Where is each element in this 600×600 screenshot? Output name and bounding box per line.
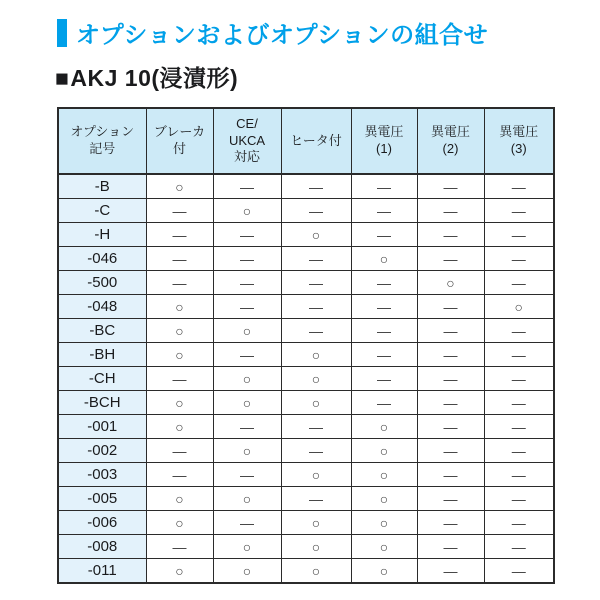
table-row [58,463,554,487]
not-applicable-mark: — [146,247,213,271]
applicable-mark: ○ [146,319,213,343]
not-applicable-mark: — [484,511,554,535]
option-code-cell: -005 [58,487,146,511]
applicable-mark: ○ [213,319,281,343]
not-applicable-mark: — [351,343,417,367]
not-applicable-mark: — [417,391,484,415]
not-applicable-mark: — [146,367,213,391]
model-heading [55,60,238,93]
not-applicable-mark: — [417,199,484,223]
not-applicable-mark: — [484,343,554,367]
applicable-mark: ○ [146,295,213,319]
not-applicable-mark: — [484,415,554,439]
applicable-mark: ○ [146,174,213,199]
not-applicable-mark: — [146,271,213,295]
not-applicable-mark: — [281,487,351,511]
col-header-voltage-1: 異電圧 (1) [351,108,417,174]
option-code-cell: -008 [58,535,146,559]
not-applicable-mark: — [417,415,484,439]
applicable-mark: ○ [351,415,417,439]
option-code-cell: -002 [58,439,146,463]
not-applicable-mark: — [417,343,484,367]
not-applicable-mark: — [484,439,554,463]
applicable-mark: ○ [351,511,417,535]
applicable-mark: ○ [281,463,351,487]
not-applicable-mark: — [484,174,554,199]
options-table [57,107,555,584]
not-applicable-mark: — [351,174,417,199]
option-code-cell: -CH [58,367,146,391]
applicable-mark: ○ [351,439,417,463]
table-row [58,487,554,511]
not-applicable-mark: — [484,391,554,415]
not-applicable-mark: — [213,415,281,439]
not-applicable-mark: — [213,295,281,319]
not-applicable-mark: — [484,559,554,584]
options-table-body [58,174,554,583]
not-applicable-mark: — [281,247,351,271]
option-code-cell: -046 [58,247,146,271]
applicable-mark: ○ [213,391,281,415]
applicable-mark: ○ [213,367,281,391]
applicable-mark: ○ [146,343,213,367]
applicable-mark: ○ [351,487,417,511]
not-applicable-mark: — [484,319,554,343]
table-row [58,247,554,271]
applicable-mark: ○ [146,415,213,439]
not-applicable-mark: — [417,439,484,463]
option-code-cell: -H [58,223,146,247]
col-header-voltage-2: 異電圧 (2) [417,108,484,174]
not-applicable-mark: — [213,174,281,199]
not-applicable-mark: — [213,271,281,295]
not-applicable-mark: — [417,295,484,319]
not-applicable-mark: — [484,535,554,559]
applicable-mark: ○ [281,343,351,367]
not-applicable-mark: — [417,559,484,584]
not-applicable-mark: — [146,223,213,247]
not-applicable-mark: — [417,367,484,391]
col-header-voltage-3: 異電圧 (3) [484,108,554,174]
table-row [58,559,554,584]
applicable-mark: ○ [213,559,281,584]
table-row [58,174,554,199]
not-applicable-mark: — [417,535,484,559]
table-row [58,415,554,439]
option-code-cell: -001 [58,415,146,439]
applicable-mark: ○ [146,511,213,535]
not-applicable-mark: — [484,247,554,271]
not-applicable-mark: — [213,247,281,271]
not-applicable-mark: — [281,199,351,223]
table-row [58,319,554,343]
not-applicable-mark: — [351,319,417,343]
square-bullet-icon: ■ [55,65,70,91]
not-applicable-mark: — [351,271,417,295]
not-applicable-mark: — [281,174,351,199]
option-code-cell: -BC [58,319,146,343]
not-applicable-mark: — [146,439,213,463]
table-row [58,367,554,391]
applicable-mark: ○ [146,391,213,415]
not-applicable-mark: — [146,199,213,223]
not-applicable-mark: — [146,463,213,487]
not-applicable-mark: — [484,463,554,487]
table-header-row [58,108,554,174]
col-header-option-code: オプション 記号 [58,108,146,174]
applicable-mark: ○ [281,511,351,535]
applicable-mark: ○ [213,487,281,511]
not-applicable-mark: — [281,295,351,319]
not-applicable-mark: — [417,223,484,247]
section-title-text: オプションおよびオプションの組合せ [76,22,489,49]
table-row [58,271,554,295]
not-applicable-mark: — [281,415,351,439]
applicable-mark: ○ [351,247,417,271]
not-applicable-mark: — [146,535,213,559]
applicable-mark: ○ [484,295,554,319]
not-applicable-mark: — [351,367,417,391]
option-code-cell: -500 [58,271,146,295]
applicable-mark: ○ [281,367,351,391]
not-applicable-mark: — [417,487,484,511]
not-applicable-mark: — [417,174,484,199]
not-applicable-mark: — [484,271,554,295]
section-title [57,15,488,50]
applicable-mark: ○ [213,199,281,223]
table-row [58,199,554,223]
not-applicable-mark: — [213,343,281,367]
table-row [58,223,554,247]
not-applicable-mark: — [213,511,281,535]
not-applicable-mark: — [484,223,554,247]
not-applicable-mark: — [351,295,417,319]
not-applicable-mark: — [351,199,417,223]
applicable-mark: ○ [213,535,281,559]
not-applicable-mark: — [484,367,554,391]
option-code-cell: -048 [58,295,146,319]
option-code-cell: -C [58,199,146,223]
table-row [58,439,554,463]
applicable-mark: ○ [351,559,417,584]
table-row [58,511,554,535]
applicable-mark: ○ [213,439,281,463]
not-applicable-mark: — [213,463,281,487]
model-heading-text: AKJ 10(浸漬形) [70,65,239,91]
option-code-cell: -003 [58,463,146,487]
not-applicable-mark: — [417,247,484,271]
not-applicable-mark: — [484,199,554,223]
applicable-mark: ○ [146,559,213,584]
not-applicable-mark: — [417,319,484,343]
option-code-cell: -BCH [58,391,146,415]
applicable-mark: ○ [417,271,484,295]
not-applicable-mark: — [484,487,554,511]
table-row [58,535,554,559]
applicable-mark: ○ [146,487,213,511]
section-title-bar-icon [57,19,67,47]
col-header-ce-ukca: CE/ UKCA 対応 [213,108,281,174]
applicable-mark: ○ [281,535,351,559]
option-code-cell: -B [58,174,146,199]
applicable-mark: ○ [281,559,351,584]
not-applicable-mark: — [351,223,417,247]
table-row [58,295,554,319]
col-header-heater: ヒータ付 [281,108,351,174]
applicable-mark: ○ [351,535,417,559]
not-applicable-mark: — [281,271,351,295]
not-applicable-mark: — [281,319,351,343]
option-code-cell: -011 [58,559,146,584]
not-applicable-mark: — [417,463,484,487]
table-row [58,391,554,415]
option-code-cell: -BH [58,343,146,367]
not-applicable-mark: — [281,439,351,463]
option-code-cell: -006 [58,511,146,535]
not-applicable-mark: — [351,391,417,415]
col-header-breaker: ブレーカ付 [146,108,213,174]
not-applicable-mark: — [213,223,281,247]
table-row [58,343,554,367]
applicable-mark: ○ [281,223,351,247]
not-applicable-mark: — [417,511,484,535]
applicable-mark: ○ [281,391,351,415]
applicable-mark: ○ [351,463,417,487]
